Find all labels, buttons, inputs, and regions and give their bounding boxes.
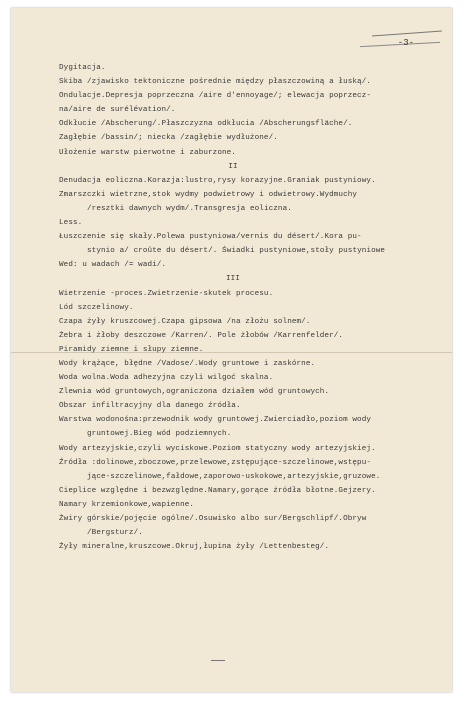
text-line: Wody artezyjskie,czyli wyciskowe.Poziom statyczny wody artezyjskiej. (59, 444, 376, 453)
text-line: Żebra i żłoby deszczowe /Karren/. Pole żłobów /Karrenfelder/. (59, 331, 344, 340)
text-line: Cieplice względne i bezwzględne.Namary,gorące źródła błotne.Gejzery. (59, 486, 376, 495)
section-heading: III (226, 275, 240, 284)
text-line: /resztki dawnych wydm/.Transgresja eoliczna. (87, 204, 292, 213)
text-line: Wietrzenie -proces.Zwietrzenie-skutek procesu. (59, 289, 274, 298)
document-body (59, 61, 451, 554)
text-line: Obszar infiltracyjny dla danego źródła. (59, 402, 241, 411)
text-line: Źródła :dolinowe,zboczowe,przelewowe,zstępujące-szczelinowe,wstępu- (59, 458, 372, 467)
text-line: Dygitacja. (59, 64, 106, 72)
text-line: Żwiry górskie/pojęcie ogólne/.Osuwisko albo sur/Bergschlipf/.Obryw (59, 515, 367, 523)
text-line: jące-szczelinowe,fałdowe,zaporowo-uskokowe,artezyjskie,gruzowe. (87, 472, 381, 481)
text-line: Zagłębie /bassin/; niecka /zagłębie wydłużone/. (59, 134, 278, 143)
text-line: Ułożenie warstw pierwotne i zaburzone. (59, 148, 236, 157)
section-heading: II (228, 162, 238, 171)
text-line: Namary krzemionkowe,wapienne. (59, 500, 195, 509)
document-page (11, 8, 452, 692)
page-header-rule (372, 31, 442, 37)
text-line: Zmarszczki wietrzne,stok wydmy podwietrowy i odwietrowy.Wydmuchy (59, 190, 358, 199)
text-line: Żyły mineralne,kruszcowe.Okruj,łupina żyły /Lettenbesteg/. (59, 543, 330, 552)
text-line: Wed: u wadach /= wadi/. (59, 261, 167, 270)
text-line: Czapa żyły kruszcowej.Czapa gipsowa /na złożu solnem/. (59, 317, 311, 326)
text-line: Warstwa wodonośna:przewodnik wody gruntowej.Zwierciadło,poziom wody (59, 416, 372, 425)
text-line: na/aire de surélévation/. (59, 106, 176, 115)
text-line: gruntowej.Bieg wód podziemnych. (87, 430, 232, 439)
text-line: stynio a/ croûte du désert/. Świadki pustyniowe,stoły pustyniowe (87, 247, 386, 256)
text-line: Zlewnia wód gruntowych,ograniczona działem wód gruntowych. (59, 388, 330, 397)
text-line: Łuszczenie się skały.Polewa pustyniowa/vernis du désert/.Kora pu- (59, 233, 362, 242)
page-bottom-mark (211, 660, 225, 661)
text-line: Lód szczelinowy. (59, 303, 134, 312)
text-line: Denudacja eoliczna.Korazja:lustro,rysy korazyjne.Graniak pustyniowy. (59, 176, 376, 185)
text-line: Skiba /zjawisko tektoniczne pośrednie między płaszczowiną a łuską/. (59, 78, 372, 87)
text-line: /Bergsturz/. (87, 529, 143, 538)
text-line: Odkłucie /Abscherung/.Płaszczyzna odkłucia /Abscherungsfläche/. (59, 120, 353, 129)
text-line: Woda wolna.Woda adhezyjna czyli wilgoć skalna. (59, 374, 274, 383)
page-number: -3- (397, 38, 414, 48)
text-line: Less. (59, 219, 83, 228)
text-line: Piramidy ziemne i słupy ziemne. (59, 345, 204, 354)
text-line: Wody krążące, błędne /Vadose/.Wody gruntowe i zaskórne. (59, 359, 316, 368)
text-line: Ondulacje.Depresja poprzeczna /aire d'ennoyage/; elewacja poprzecz- (59, 92, 372, 101)
